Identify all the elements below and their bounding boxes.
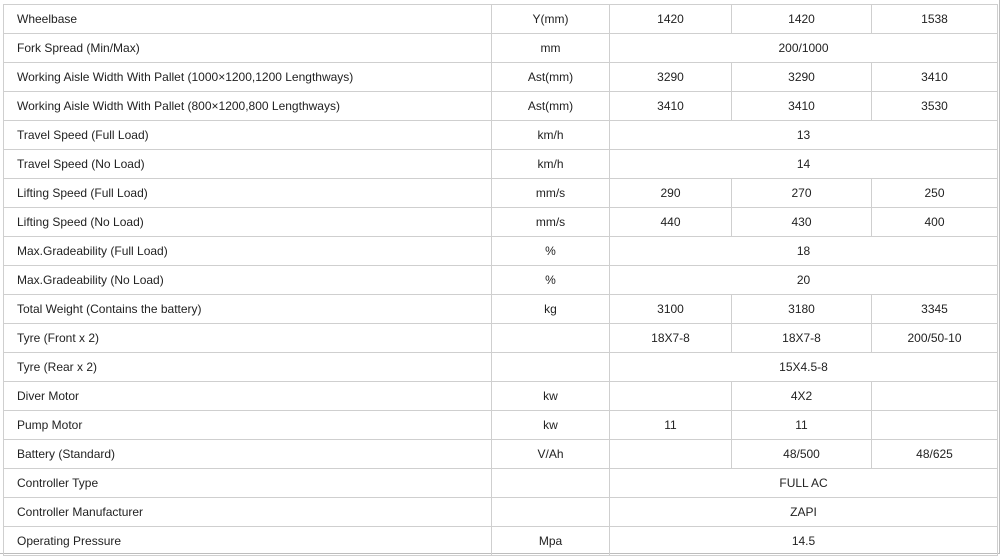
spec-name-cell: Lifting Speed (No Load) [4, 208, 492, 237]
table-row [4, 469, 998, 498]
spec-value-cell: 440 [610, 208, 732, 237]
spec-unit-cell: mm [492, 34, 610, 63]
table-row [4, 324, 998, 353]
table-row [4, 5, 998, 34]
table-row [4, 121, 998, 150]
spec-value-cell: 11 [610, 411, 732, 440]
table-row [4, 92, 998, 121]
spec-value-cell: 1420 [610, 5, 732, 34]
spec-unit-cell [492, 469, 610, 498]
spec-name-cell: Controller Manufacturer [4, 498, 492, 527]
spec-name-cell: Max.Gradeability (No Load) [4, 266, 492, 295]
spec-value-cell: 3410 [610, 92, 732, 121]
spec-value-cell: 200/1000 [610, 34, 998, 63]
spec-unit-cell: km/h [492, 121, 610, 150]
table-row [4, 353, 998, 382]
spec-value-cell: 13 [610, 121, 998, 150]
table-row [4, 527, 998, 556]
spec-unit-cell: % [492, 266, 610, 295]
spec-value-cell: 4X2 [732, 382, 872, 411]
spec-name-cell: Max.Gradeability (Full Load) [4, 237, 492, 266]
spec-unit-cell [492, 324, 610, 353]
spec-value-cell: 250 [872, 179, 998, 208]
spec-value-cell [872, 411, 998, 440]
spec-table-body [4, 5, 998, 556]
spec-name-cell: Total Weight (Contains the battery) [4, 295, 492, 324]
spec-name-cell: Operating Pressure [4, 527, 492, 556]
table-row [4, 208, 998, 237]
table-row [4, 295, 998, 324]
table-row [4, 411, 998, 440]
table-row [4, 63, 998, 92]
spec-value-cell: 400 [872, 208, 998, 237]
spec-value-cell [610, 440, 732, 469]
spec-unit-cell: V/Ah [492, 440, 610, 469]
spec-value-cell: 48/500 [732, 440, 872, 469]
spec-unit-cell: kg [492, 295, 610, 324]
spec-unit-cell: km/h [492, 150, 610, 179]
table-row [4, 34, 998, 63]
table-row [4, 150, 998, 179]
table-row [4, 440, 998, 469]
spec-name-cell: Battery (Standard) [4, 440, 492, 469]
spec-unit-cell: kw [492, 382, 610, 411]
spec-value-cell: 20 [610, 266, 998, 295]
spec-value-cell: 48/625 [872, 440, 998, 469]
spec-unit-cell [492, 498, 610, 527]
spec-unit-cell: mm/s [492, 208, 610, 237]
spec-value-cell: 290 [610, 179, 732, 208]
spec-unit-cell [492, 353, 610, 382]
spec-value-cell: 11 [732, 411, 872, 440]
table-row [4, 179, 998, 208]
spec-value-cell: 3345 [872, 295, 998, 324]
spec-unit-cell: kw [492, 411, 610, 440]
spec-value-cell: 1538 [872, 5, 998, 34]
spec-value-cell: 3180 [732, 295, 872, 324]
spec-name-cell: Working Aisle Width With Pallet (800×1200,800 Lengthways) [4, 92, 492, 121]
spec-value-cell: 3100 [610, 295, 732, 324]
spec-value-cell: 18 [610, 237, 998, 266]
spec-value-cell [872, 382, 998, 411]
spec-unit-cell: mm/s [492, 179, 610, 208]
spec-value-cell: 3290 [732, 63, 872, 92]
spec-name-cell: Travel Speed (No Load) [4, 150, 492, 179]
spec-table [3, 4, 998, 556]
spec-unit-cell: Ast(mm) [492, 92, 610, 121]
spec-name-cell: Tyre (Front x 2) [4, 324, 492, 353]
spec-value-cell [610, 382, 732, 411]
spec-value-cell: 14 [610, 150, 998, 179]
spec-value-cell: 270 [732, 179, 872, 208]
spec-name-cell: Controller Type [4, 469, 492, 498]
spec-name-cell: Fork Spread (Min/Max) [4, 34, 492, 63]
spec-value-cell: 200/50-10 [872, 324, 998, 353]
spec-value-cell: 430 [732, 208, 872, 237]
spec-value-cell: 3410 [732, 92, 872, 121]
spec-unit-cell: Ast(mm) [492, 63, 610, 92]
spec-unit-cell: % [492, 237, 610, 266]
table-row [4, 237, 998, 266]
spec-value-cell: 18X7-8 [610, 324, 732, 353]
spec-value-cell: ZAPI [610, 498, 998, 527]
spec-name-cell: Tyre (Rear x 2) [4, 353, 492, 382]
spec-name-cell: Diver Motor [4, 382, 492, 411]
spec-value-cell: 14.5 [610, 527, 998, 556]
spec-name-cell: Pump Motor [4, 411, 492, 440]
spec-unit-cell: Y(mm) [492, 5, 610, 34]
table-row [4, 498, 998, 527]
spec-value-cell: FULL AC [610, 469, 998, 498]
table-row [4, 266, 998, 295]
spec-value-cell: 15X4.5-8 [610, 353, 998, 382]
spec-value-cell: 3290 [610, 63, 732, 92]
spec-value-cell: 1420 [732, 5, 872, 34]
spec-unit-cell: Mpa [492, 527, 610, 556]
spec-value-cell: 3530 [872, 92, 998, 121]
spec-name-cell: Travel Speed (Full Load) [4, 121, 492, 150]
spec-name-cell: Wheelbase [4, 5, 492, 34]
spec-value-cell: 18X7-8 [732, 324, 872, 353]
spec-value-cell: 3410 [872, 63, 998, 92]
spec-name-cell: Working Aisle Width With Pallet (1000×1200,1200 Lengthways) [4, 63, 492, 92]
spec-name-cell: Lifting Speed (Full Load) [4, 179, 492, 208]
table-row [4, 382, 998, 411]
